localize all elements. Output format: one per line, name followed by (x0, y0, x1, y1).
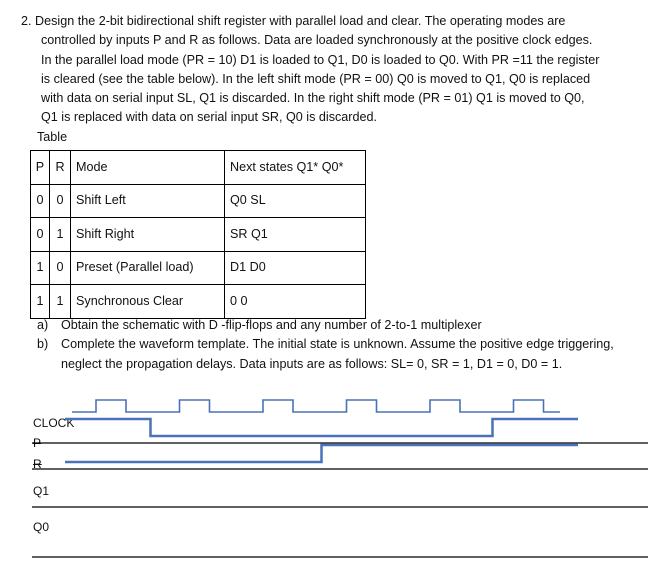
p-waveform (65, 419, 578, 436)
cell-mode: Shift Left (71, 184, 225, 218)
header-mode: Mode (71, 151, 225, 185)
cell-r: 0 (50, 184, 71, 218)
cell-p: 0 (31, 218, 50, 252)
waveform-template (0, 390, 664, 571)
r-label: R (33, 457, 42, 471)
table-row (31, 218, 366, 252)
cell-p: 0 (31, 184, 50, 218)
mode-table (30, 150, 366, 319)
q0-label: Q0 (33, 520, 50, 534)
table-row (31, 285, 366, 319)
cell-mode: Preset (Parallel load) (71, 251, 225, 285)
cell-r: 1 (50, 285, 71, 319)
subquestion-label: a) (37, 318, 49, 332)
cell-mode: Synchronous Clear (71, 285, 225, 319)
header-next-states: Next states Q1* Q0* (225, 151, 366, 185)
subquestion-b (37, 335, 637, 374)
waveform-svg (0, 390, 664, 571)
table-row (31, 184, 366, 218)
question-line: controlled by inputs P and R as follows. Data are loaded synchronously at the positive clock edges. (41, 33, 593, 48)
cell-p: 1 (31, 251, 50, 285)
cell-p: 1 (31, 285, 50, 319)
header-r: R (50, 151, 71, 185)
subquestion-label: b) (37, 337, 49, 352)
subquestion-text: Complete the waveform template. The initial state is unknown. Assume the positive edge triggering, neglect the propagation delays. Data inputs are as follows: SL= 0, SR = 1, D1 = 0, D0 = 1. (61, 337, 614, 371)
cell-r: 0 (50, 251, 71, 285)
cell-next-states: D1 D0 (225, 251, 366, 285)
p-label: P (33, 436, 42, 450)
r-waveform (65, 445, 578, 462)
cell-mode: Shift Right (71, 218, 225, 252)
clock-waveform (72, 400, 560, 412)
question-line: Q1 is replaced with data on serial input SR, Q0 is discarded. (41, 110, 378, 125)
cell-r: 1 (50, 218, 71, 252)
question-text (21, 12, 641, 128)
cell-next-states: Q0 SL (225, 184, 366, 218)
header-p: P (31, 151, 50, 185)
question-line: In the parallel load mode (PR = 10) D1 is loaded to Q1, D0 is loaded to Q0. With PR =11 the register (41, 52, 600, 67)
subquestion-list (37, 316, 637, 374)
q1-label: Q1 (33, 484, 50, 498)
table-header-row (31, 151, 366, 185)
subquestion-a (37, 316, 637, 335)
cell-next-states: SR Q1 (225, 218, 366, 252)
question-line: 2. Design the 2-bit bidirectional shift register with parallel load and clear. The operating modes are (21, 14, 566, 28)
table-caption: Table (37, 130, 68, 144)
table-row (31, 251, 366, 285)
question-line: with data on serial input SL, Q1 is discarded. In the right shift mode (PR = 01) Q1 is moved to Q0, (41, 91, 585, 106)
cell-next-states: 0 0 (225, 285, 366, 319)
subquestion-text: Obtain the schematic with D -flip-flops and any number of 2-to-1 multiplexer (61, 318, 482, 332)
question-line: is cleared (see the table below). In the left shift mode (PR = 00) Q0 is moved to Q1, Q0 is replaced (41, 71, 591, 86)
clock-label: CLOCK (33, 416, 75, 430)
